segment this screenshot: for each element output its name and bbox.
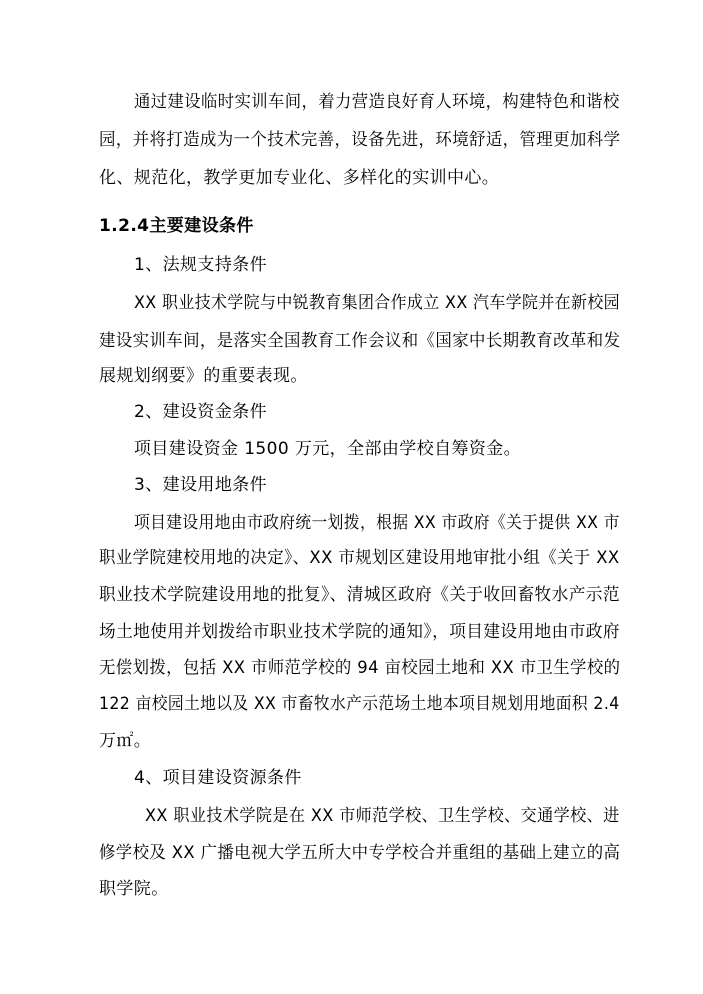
section-heading: 1.2.4主要建设条件	[99, 216, 254, 236]
sub3-line-3: 职业技术学院建设用地的批复》、清城区政府《关于收回畜牧水产示范	[99, 585, 620, 605]
sub3-line-4: 场土地使用并划拨给市职业技术学院的通知》，项目建设用地由市政府	[99, 622, 620, 642]
intro-line-2: 园，并将打造成为一个技术完善，设备先进，环境舒适，管理更加科学	[99, 130, 621, 150]
sub3-line-7: 万㎡。	[99, 731, 152, 751]
intro-line-1: 通过建设临时实训车间，着力营造良好育人环境，构建特色和谐校	[134, 92, 620, 112]
sub2-line-1: 项目建设资金 1500 万元，全部由学校自筹资金。	[134, 439, 522, 459]
sub1-line-1: XX 职业技术学院与中锐教育集团合作成立 XX 汽车学院并在新校园	[134, 293, 620, 313]
sub3-line-1: 项目建设用地由市政府统一划拨，根据 XX 市政府《关于提供 XX 市	[134, 513, 620, 533]
sub1-line-2: 建设实训车间，是落实全国教育工作会议和《国家中长期教育改革和发	[99, 331, 621, 351]
sub1-title: 1、法规支持条件	[134, 255, 268, 275]
intro-line-3: 化、规范化，教学更加专业化、多样化的实训中心。	[99, 168, 500, 188]
sub3-line-2: 职业学院建校用地的决定》、XX 市规划区建设用地审批小组《关于 XX	[99, 548, 620, 568]
sub2-title: 2、建设资金条件	[134, 402, 268, 422]
sub4-title: 4、项目建设资源条件	[134, 768, 302, 788]
sub3-line-6: 122 亩校园土地以及 XX 市畜牧水产示范场土地本项目规划用地面积 2.4	[99, 694, 620, 714]
sub3-line-5: 无偿划拨，包括 XX 市师范学校的 94 亩校园土地和 XX 市卫生学校的	[99, 658, 621, 678]
sub4-line-3: 职学院。	[99, 879, 169, 899]
sub4-line-1: XX 职业技术学院是在 XX 市师范学校、卫生学校、交通学校、进	[145, 806, 620, 826]
sub3-title: 3、建设用地条件	[134, 475, 268, 495]
sub4-line-2: 修学校及 XX 广播电视大学五所大中专学校合并重组的基础上建立的高	[99, 843, 621, 863]
sub1-line-3: 展规划纲要》的重要表现。	[99, 366, 308, 386]
